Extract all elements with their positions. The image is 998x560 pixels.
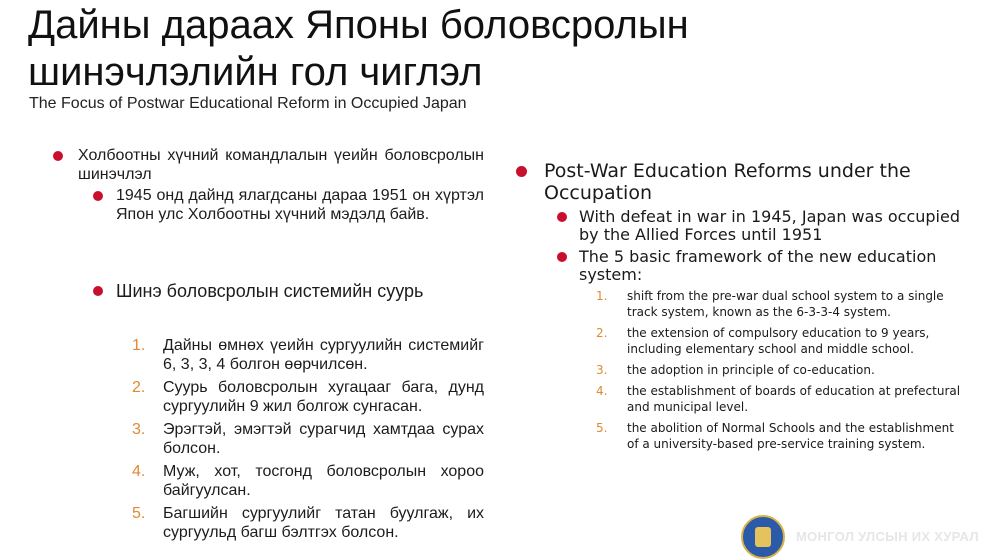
list-item xyxy=(48,504,484,542)
sub-bullet-text: The 5 basic framework of the new education system: xyxy=(579,247,937,284)
sub-bullet-text: 1945 онд дайнд ялагдсаны дараа 1951 он хүртэл Япон улс Холбоотны хүчний мэдэлд байв. xyxy=(116,187,484,223)
numbered-list xyxy=(514,288,964,452)
bullet-item xyxy=(514,160,964,204)
bullet-icon xyxy=(53,151,63,161)
bullet-text: Post-War Education Reforms under the Occupation xyxy=(544,160,911,204)
slide-subtitle: The Focus of Postwar Educational Reform in Occupied Japan xyxy=(29,95,467,112)
list-number: 5. xyxy=(596,421,608,435)
list-text: Багшийн сургуулийг татан буулгаж, их сургуульд багш бэлтгэх болсон. xyxy=(163,505,484,541)
list-text: Муж, хот, тосгонд боловсролын хороо байгуулсан. xyxy=(163,463,484,499)
list-item xyxy=(514,383,964,415)
sub-bullet-text: With defeat in war in 1945, Japan was occupied by the Allied Forces until 1951 xyxy=(579,207,960,244)
sub-bullet-item xyxy=(514,208,964,244)
bullet-icon xyxy=(516,166,527,177)
sub-bullet-item xyxy=(514,248,964,284)
list-item xyxy=(514,325,964,357)
slide-title xyxy=(28,2,689,96)
list-text: Эрэгтэй, эмэгтэй сурагчид хамтдаа сурах болсон. xyxy=(163,421,484,457)
list-number: 2. xyxy=(596,326,608,340)
list-item xyxy=(48,420,484,458)
bullet-icon xyxy=(557,212,567,222)
list-text: shift from the pre-war dual school system to a single track system, known as the 6-3-3-4 system. xyxy=(627,289,944,319)
list-number: 1. xyxy=(132,337,146,354)
sub-bullet-item xyxy=(48,280,484,302)
list-item xyxy=(514,288,964,320)
list-text: the extension of compulsory education to 9 years, including elementary school and middle school. xyxy=(627,326,930,356)
list-text: Суурь боловсролын хугацааг бага, дунд сургуулийн 9 жил болгож сунгасан. xyxy=(163,379,484,415)
list-number: 4. xyxy=(596,384,608,398)
list-number: 5. xyxy=(132,505,146,522)
bullet-icon xyxy=(93,286,103,296)
list-number: 3. xyxy=(132,421,146,438)
mongolian-column xyxy=(48,146,484,546)
bullet-icon xyxy=(93,191,103,201)
slide-title-line1: Дайны дараах Японы боловсролын xyxy=(28,3,689,47)
sub-bullet-item xyxy=(48,186,484,224)
english-column xyxy=(514,160,964,457)
list-number: 1. xyxy=(596,289,608,303)
numbered-list xyxy=(48,336,484,542)
list-text: Дайны өмнөх үеийн сургуулийн системийг 6, 3, 3, 4 болгон өөрчилсөн. xyxy=(163,337,484,373)
emblem-icon xyxy=(741,515,785,559)
list-item xyxy=(48,378,484,416)
sub-bullet-text: Шинэ боловсролын системийн суурь xyxy=(116,281,424,301)
list-number: 3. xyxy=(596,363,608,377)
list-item xyxy=(514,362,964,378)
bullet-item xyxy=(48,146,484,184)
emblem-center xyxy=(755,527,771,547)
slide-title-line2: шинэчлэлийн гол чиглэл xyxy=(28,50,483,94)
list-text: the abolition of Normal Schools and the establishment of a university-based pre-service training system. xyxy=(627,421,954,451)
list-number: 4. xyxy=(132,463,146,480)
organization-name: МОНГОЛ УЛСЫН ИХ ХУРАЛ xyxy=(796,529,979,544)
list-item xyxy=(514,420,964,452)
list-item xyxy=(48,462,484,500)
list-text: the establishment of boards of education at prefectural and municipal level. xyxy=(627,384,961,414)
bullet-text: Холбоотны хүчний командлалын үеийн боловсролын шинэчлэл xyxy=(78,147,484,183)
bullet-icon xyxy=(557,252,567,262)
list-text: the adoption in principle of co-education. xyxy=(627,363,875,377)
list-item xyxy=(48,336,484,374)
list-number: 2. xyxy=(132,379,146,396)
